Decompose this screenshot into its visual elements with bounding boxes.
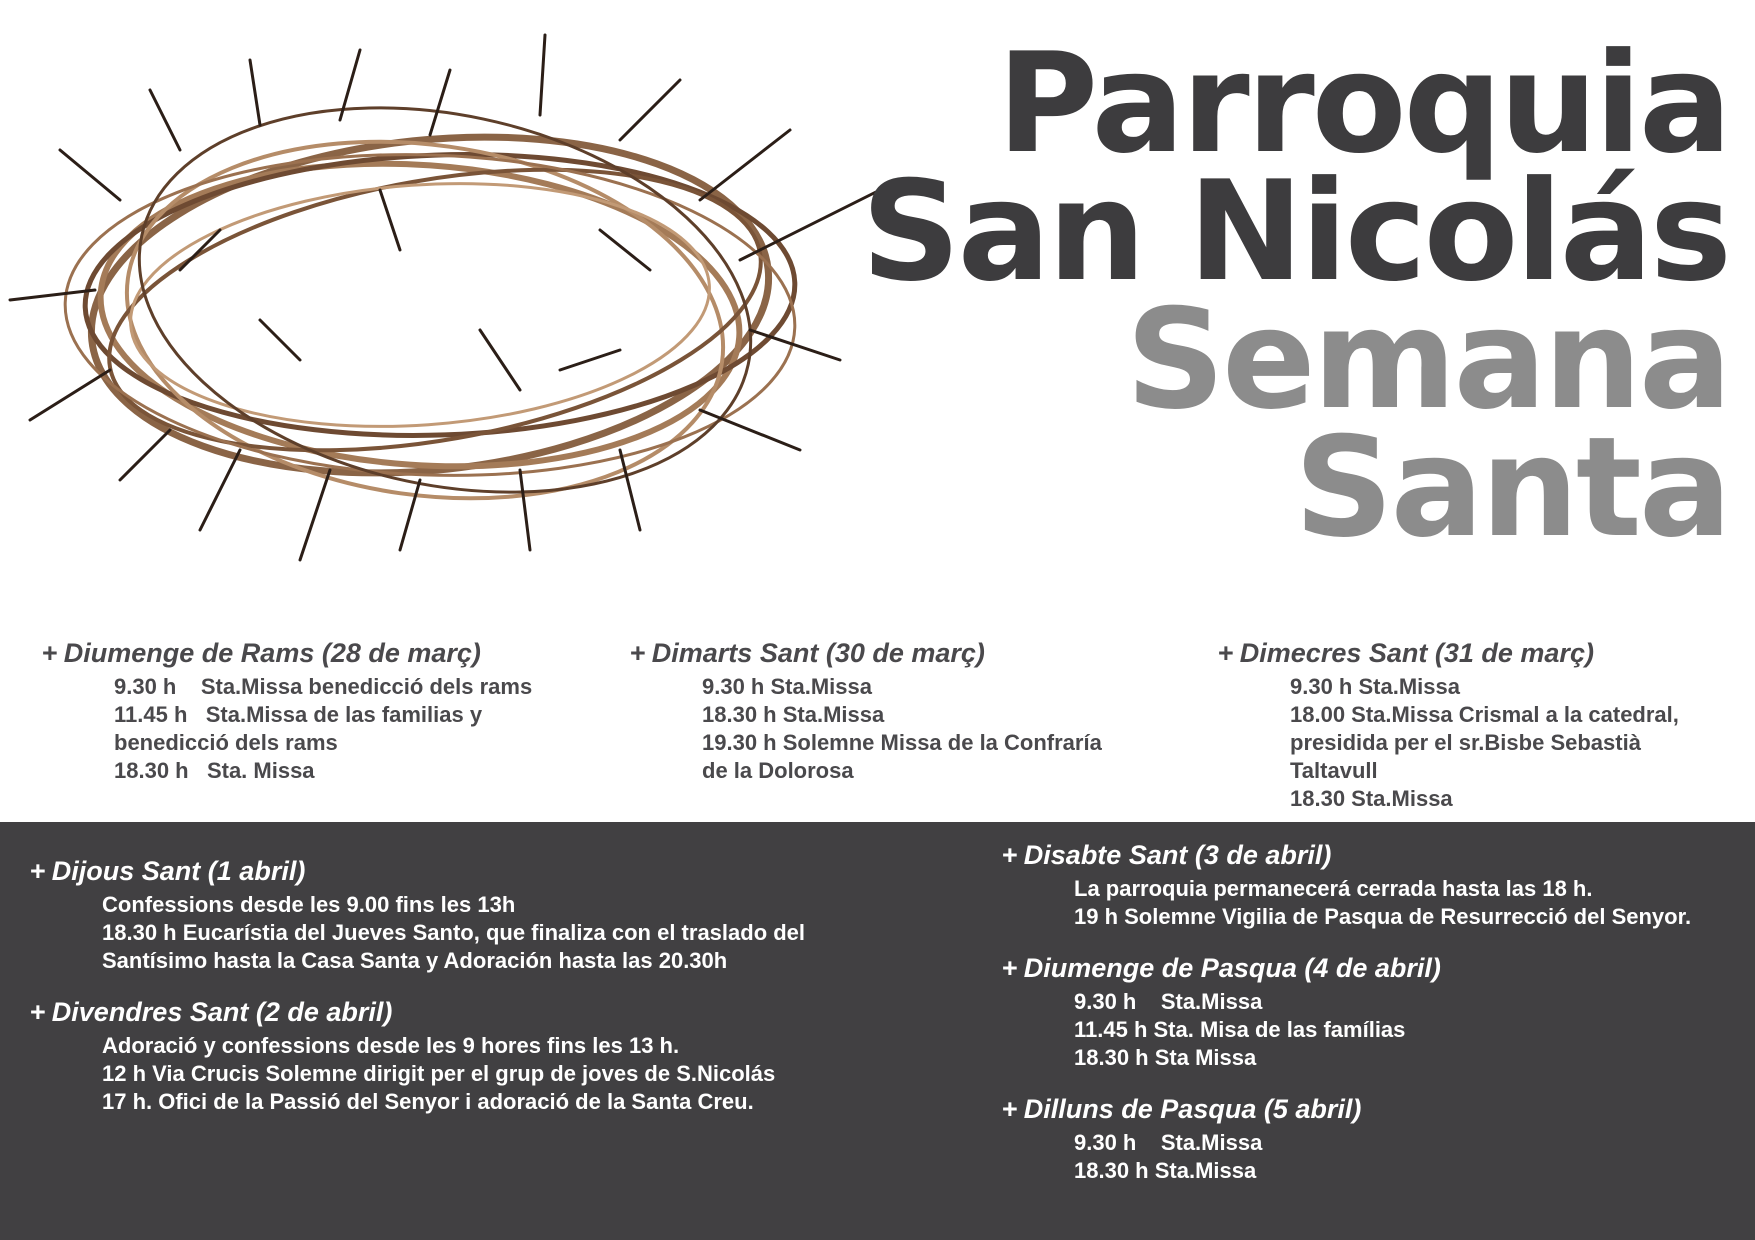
day-title: + Divendres Sant (2 de abril)	[30, 997, 393, 1027]
schedule-line: 18.00 Sta.Missa Crismal a la catedral,	[1290, 702, 1679, 727]
subtitle-semana: Semana	[1125, 279, 1729, 440]
schedule-line: Taltavull	[1290, 758, 1378, 783]
schedule-line: Santísimo hasta la Casa Santa y Adoración hasta las 20.30h	[102, 948, 728, 973]
day-diumenge-pasqua	[1002, 953, 1742, 1072]
title-san-nicolas: San Nicolás	[861, 151, 1729, 312]
schedule-line: 18.30 h Sta.Missa	[1074, 1158, 1257, 1183]
day-divendres-sant	[30, 997, 930, 1116]
schedule-line: 17 h. Ofici de la Passió del Senyor i adoració de la Santa Creu.	[102, 1089, 754, 1114]
day-title: + Disabte Sant (3 de abril)	[1002, 840, 1332, 870]
schedule-line: 9.30 h Sta.Missa	[1074, 989, 1263, 1014]
schedule-line: 19.30 h Solemne Missa de la Confraría	[702, 730, 1102, 755]
schedule-line: La parroquia permanecerá cerrada hasta las 18 h.	[1074, 876, 1593, 901]
day-dimarts-sant	[630, 638, 1170, 785]
title-block	[861, 23, 1729, 568]
schedule-line: 12 h Via Crucis Solemne dirigit per el grup de joves de S.Nicolás	[102, 1061, 776, 1086]
lower-right-column	[1002, 840, 1742, 1207]
day-title: + Dimecres Sant (31 de març)	[1218, 638, 1594, 668]
day-diumenge-rams	[42, 638, 582, 785]
schedule-line: 18.30 h Sta.Missa	[702, 702, 885, 727]
schedule-line: de la Dolorosa	[702, 758, 854, 783]
day-disabte-sant	[1002, 840, 1742, 931]
day-dilluns-pasqua	[1002, 1094, 1742, 1185]
schedule-line: 9.30 h Sta.Missa	[1074, 1130, 1263, 1155]
crown-of-thorns-image	[0, 30, 910, 590]
schedule-line: 9.30 h Sta.Missa	[1290, 674, 1460, 699]
title-parroquia: Parroquia	[997, 23, 1729, 184]
day-title: + Diumenge de Pasqua (4 de abril)	[1002, 953, 1441, 983]
schedule-line: 18.30 h Eucarístia del Jueves Santo, que finaliza con el traslado del	[102, 920, 806, 945]
day-title: + Dimarts Sant (30 de març)	[630, 638, 985, 668]
day-title: + Dilluns de Pasqua (5 abril)	[1002, 1094, 1362, 1124]
schedule-line: 9.30 h Sta.Missa	[702, 674, 872, 699]
schedule-line: 18.30 h Sta. Missa	[114, 758, 315, 783]
schedule-line: 11.45 h Sta.Missa de las familias y	[114, 702, 483, 727]
day-dimecres-sant	[1218, 638, 1738, 813]
schedule-line: 18.30 h Sta Missa	[1074, 1045, 1257, 1070]
schedule-line: 18.30 Sta.Missa	[1290, 786, 1453, 811]
dark-band	[0, 822, 1755, 1240]
schedule-line: presidida per el sr.Bisbe Sebastià	[1290, 730, 1641, 755]
schedule-line: 9.30 h Sta.Missa benedicció dels rams	[114, 674, 533, 699]
day-dijous-sant	[30, 856, 930, 975]
schedule-line: 11.45 h Sta. Misa de las famílias	[1074, 1017, 1406, 1042]
schedule-line: benedicció dels rams	[114, 730, 338, 755]
day-title: + Diumenge de Rams (28 de març)	[42, 638, 481, 668]
day-title: + Dijous Sant (1 abril)	[30, 856, 306, 886]
subtitle-santa: Santa	[1294, 407, 1729, 568]
schedule-line: 19 h Solemne Vigilia de Pasqua de Resurrecció del Senyor.	[1074, 904, 1692, 929]
schedule-line: Confessions desde les 9.00 fins les 13h	[102, 892, 516, 917]
lower-left-column	[30, 856, 930, 1138]
schedule-line: Adoració y confessions desde les 9 hores fins les 13 h.	[102, 1033, 680, 1058]
